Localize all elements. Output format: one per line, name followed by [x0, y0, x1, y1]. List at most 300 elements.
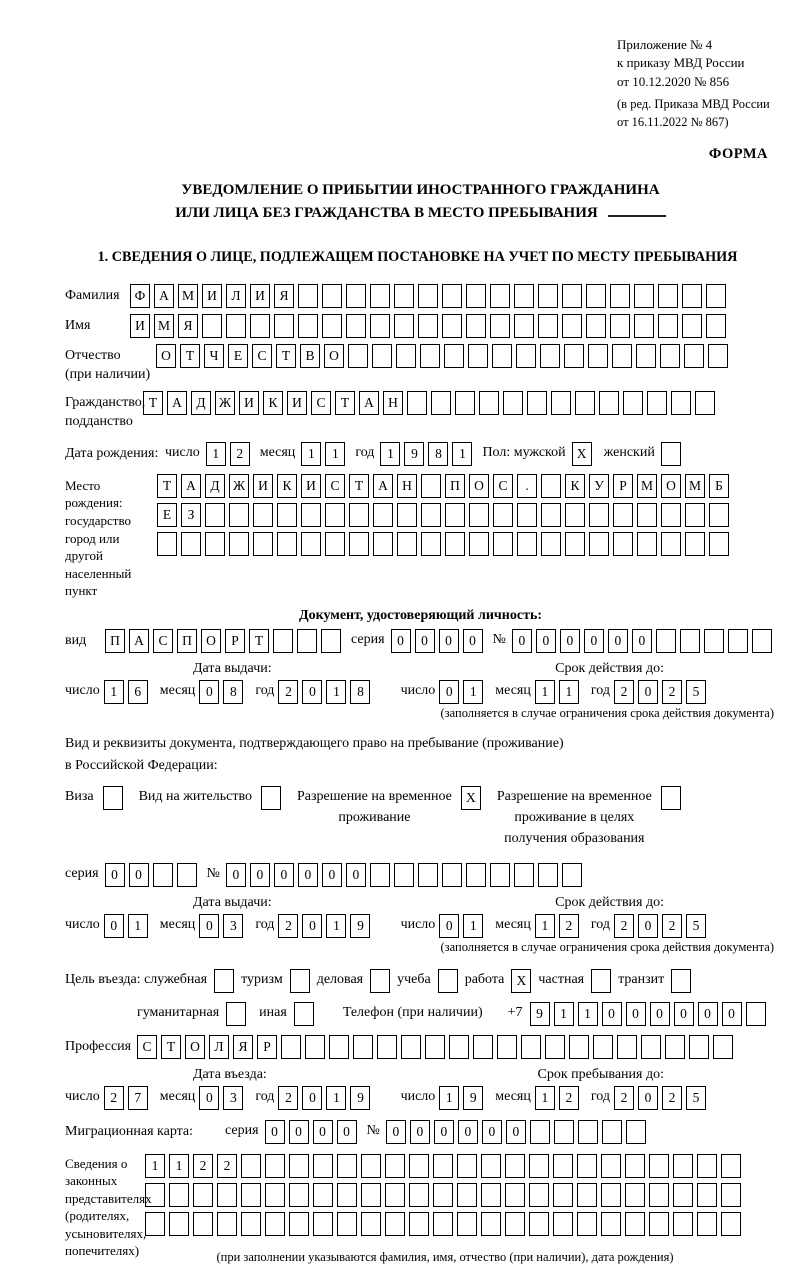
char-cell[interactable]: 1: [325, 442, 345, 466]
char-cell[interactable]: [157, 532, 177, 556]
char-cell[interactable]: 0: [313, 1120, 333, 1144]
char-cell[interactable]: [273, 629, 293, 653]
char-cell[interactable]: А: [359, 391, 379, 415]
char-cell[interactable]: [562, 284, 582, 308]
res-issue-day-cells[interactable]: [104, 914, 152, 938]
char-cell[interactable]: [527, 391, 547, 415]
char-cell[interactable]: 2: [278, 1086, 298, 1110]
profession-cells[interactable]: [137, 1035, 737, 1059]
char-cell[interactable]: [444, 344, 464, 368]
char-cell[interactable]: [505, 1212, 525, 1236]
char-cell[interactable]: [169, 1212, 189, 1236]
char-cell[interactable]: [553, 1212, 573, 1236]
char-cell[interactable]: [442, 314, 462, 338]
res-number-cells[interactable]: [226, 863, 586, 887]
char-cell[interactable]: [322, 314, 342, 338]
res-valid-day-cells[interactable]: [439, 914, 487, 938]
char-cell[interactable]: [545, 1035, 565, 1059]
char-cell[interactable]: [401, 1035, 421, 1059]
visa-checkbox[interactable]: [103, 786, 123, 810]
char-cell[interactable]: 0: [434, 1120, 454, 1144]
char-cell[interactable]: [169, 1183, 189, 1207]
char-cell[interactable]: 1: [326, 680, 346, 704]
char-cell[interactable]: [385, 1183, 405, 1207]
char-cell[interactable]: [626, 1120, 646, 1144]
sex-female-checkbox[interactable]: [661, 442, 681, 466]
char-cell[interactable]: [445, 532, 465, 556]
purpose-transit-checkbox[interactable]: [671, 969, 691, 993]
char-cell[interactable]: [433, 1212, 453, 1236]
id-valid-year-cells[interactable]: [614, 680, 710, 704]
char-cell[interactable]: [457, 1212, 477, 1236]
char-cell[interactable]: [193, 1183, 213, 1207]
char-cell[interactable]: М: [685, 474, 705, 498]
char-cell[interactable]: И: [202, 284, 222, 308]
char-cell[interactable]: [281, 1035, 301, 1059]
char-cell[interactable]: [661, 532, 681, 556]
char-cell[interactable]: [752, 629, 772, 653]
char-cell[interactable]: [455, 391, 475, 415]
id-valid-month-cells[interactable]: [535, 680, 583, 704]
char-cell[interactable]: [377, 1035, 397, 1059]
char-cell[interactable]: М: [178, 284, 198, 308]
given-name-cells[interactable]: [130, 314, 730, 338]
char-cell[interactable]: [601, 1183, 621, 1207]
char-cell[interactable]: 1: [439, 1086, 459, 1110]
char-cell[interactable]: Ф: [130, 284, 150, 308]
char-cell[interactable]: [578, 1120, 598, 1144]
char-cell[interactable]: [613, 532, 633, 556]
char-cell[interactable]: 0: [199, 680, 219, 704]
char-cell[interactable]: [425, 1035, 445, 1059]
char-cell[interactable]: 2: [559, 1086, 579, 1110]
char-cell[interactable]: Т: [157, 474, 177, 498]
char-cell[interactable]: С: [252, 344, 272, 368]
char-cell[interactable]: [493, 503, 513, 527]
temp-residence-edu-checkbox[interactable]: [661, 786, 681, 810]
char-cell[interactable]: Ж: [215, 391, 235, 415]
char-cell[interactable]: [577, 1154, 597, 1178]
char-cell[interactable]: [746, 1002, 766, 1026]
char-cell[interactable]: [348, 344, 368, 368]
char-cell[interactable]: [602, 1120, 622, 1144]
char-cell[interactable]: 9: [404, 442, 424, 466]
char-cell[interactable]: [297, 629, 317, 653]
char-cell[interactable]: [721, 1183, 741, 1207]
char-cell[interactable]: 2: [662, 914, 682, 938]
char-cell[interactable]: И: [239, 391, 259, 415]
char-cell[interactable]: [253, 532, 273, 556]
res-valid-month-cells[interactable]: [535, 914, 583, 938]
char-cell[interactable]: [671, 391, 691, 415]
char-cell[interactable]: С: [311, 391, 331, 415]
char-cell[interactable]: [673, 1183, 693, 1207]
representatives-row1-cells[interactable]: [145, 1154, 745, 1178]
char-cell[interactable]: 0: [722, 1002, 742, 1026]
char-cell[interactable]: 0: [536, 629, 556, 653]
char-cell[interactable]: [407, 391, 427, 415]
char-cell[interactable]: [289, 1183, 309, 1207]
char-cell[interactable]: [229, 503, 249, 527]
char-cell[interactable]: [505, 1183, 525, 1207]
char-cell[interactable]: [684, 344, 704, 368]
char-cell[interactable]: [145, 1212, 165, 1236]
char-cell[interactable]: 0: [439, 680, 459, 704]
char-cell[interactable]: [325, 532, 345, 556]
char-cell[interactable]: [469, 503, 489, 527]
char-cell[interactable]: О: [469, 474, 489, 498]
char-cell[interactable]: [265, 1154, 285, 1178]
birthplace-row2-cells[interactable]: [157, 503, 733, 527]
char-cell[interactable]: [617, 1035, 637, 1059]
char-cell[interactable]: [298, 284, 318, 308]
char-cell[interactable]: [466, 863, 486, 887]
char-cell[interactable]: [431, 391, 451, 415]
char-cell[interactable]: [588, 344, 608, 368]
char-cell[interactable]: [625, 1183, 645, 1207]
char-cell[interactable]: 1: [463, 914, 483, 938]
char-cell[interactable]: [610, 284, 630, 308]
char-cell[interactable]: Р: [613, 474, 633, 498]
char-cell[interactable]: 5: [686, 1086, 706, 1110]
char-cell[interactable]: Ч: [204, 344, 224, 368]
char-cell[interactable]: [394, 863, 414, 887]
birthplace-row3-cells[interactable]: [157, 532, 733, 556]
birth-year-cells[interactable]: [380, 442, 476, 466]
char-cell[interactable]: [728, 629, 748, 653]
char-cell[interactable]: [250, 314, 270, 338]
char-cell[interactable]: 6: [128, 680, 148, 704]
char-cell[interactable]: 5: [686, 914, 706, 938]
char-cell[interactable]: [697, 1212, 717, 1236]
char-cell[interactable]: [593, 1035, 613, 1059]
char-cell[interactable]: [241, 1183, 261, 1207]
char-cell[interactable]: 3: [223, 1086, 243, 1110]
char-cell[interactable]: [665, 1035, 685, 1059]
char-cell[interactable]: 2: [559, 914, 579, 938]
char-cell[interactable]: [409, 1212, 429, 1236]
char-cell[interactable]: 0: [302, 1086, 322, 1110]
char-cell[interactable]: 1: [104, 680, 124, 704]
char-cell[interactable]: [298, 314, 318, 338]
char-cell[interactable]: [153, 863, 173, 887]
char-cell[interactable]: [490, 314, 510, 338]
char-cell[interactable]: 2: [614, 680, 634, 704]
birth-month-cells[interactable]: [301, 442, 349, 466]
char-cell[interactable]: [361, 1154, 381, 1178]
entry-day-cells[interactable]: [104, 1086, 152, 1110]
char-cell[interactable]: 2: [278, 914, 298, 938]
char-cell[interactable]: Д: [191, 391, 211, 415]
char-cell[interactable]: 9: [350, 914, 370, 938]
char-cell[interactable]: [433, 1183, 453, 1207]
char-cell[interactable]: [625, 1212, 645, 1236]
char-cell[interactable]: О: [661, 474, 681, 498]
char-cell[interactable]: 0: [346, 863, 366, 887]
char-cell[interactable]: [541, 503, 561, 527]
mig-number-cells[interactable]: [386, 1120, 650, 1144]
id-series-cells[interactable]: [391, 629, 487, 653]
char-cell[interactable]: Т: [335, 391, 355, 415]
char-cell[interactable]: 0: [386, 1120, 406, 1144]
char-cell[interactable]: [649, 1154, 669, 1178]
char-cell[interactable]: [569, 1035, 589, 1059]
char-cell[interactable]: 0: [391, 629, 411, 653]
char-cell[interactable]: [673, 1154, 693, 1178]
char-cell[interactable]: И: [301, 474, 321, 498]
char-cell[interactable]: 0: [638, 680, 658, 704]
char-cell[interactable]: Т: [143, 391, 163, 415]
char-cell[interactable]: [473, 1035, 493, 1059]
res-valid-year-cells[interactable]: [614, 914, 710, 938]
char-cell[interactable]: П: [177, 629, 197, 653]
char-cell[interactable]: [704, 629, 724, 653]
char-cell[interactable]: [181, 532, 201, 556]
res-issue-year-cells[interactable]: [278, 914, 374, 938]
char-cell[interactable]: [457, 1183, 477, 1207]
char-cell[interactable]: О: [324, 344, 344, 368]
char-cell[interactable]: 9: [350, 1086, 370, 1110]
char-cell[interactable]: З: [181, 503, 201, 527]
char-cell[interactable]: Д: [205, 474, 225, 498]
stay-month-cells[interactable]: [535, 1086, 583, 1110]
char-cell[interactable]: Б: [709, 474, 729, 498]
char-cell[interactable]: [265, 1183, 285, 1207]
char-cell[interactable]: 1: [301, 442, 321, 466]
char-cell[interactable]: [481, 1183, 501, 1207]
char-cell[interactable]: 0: [322, 863, 342, 887]
char-cell[interactable]: 0: [638, 1086, 658, 1110]
char-cell[interactable]: [637, 503, 657, 527]
char-cell[interactable]: [586, 314, 606, 338]
char-cell[interactable]: Т: [349, 474, 369, 498]
char-cell[interactable]: [721, 1154, 741, 1178]
char-cell[interactable]: 1: [326, 914, 346, 938]
char-cell[interactable]: [697, 1154, 717, 1178]
char-cell[interactable]: [649, 1183, 669, 1207]
char-cell[interactable]: [277, 532, 297, 556]
char-cell[interactable]: [708, 344, 728, 368]
char-cell[interactable]: [385, 1154, 405, 1178]
char-cell[interactable]: 8: [350, 680, 370, 704]
char-cell[interactable]: 2: [614, 1086, 634, 1110]
char-cell[interactable]: М: [154, 314, 174, 338]
char-cell[interactable]: [680, 629, 700, 653]
char-cell[interactable]: [409, 1183, 429, 1207]
char-cell[interactable]: [457, 1154, 477, 1178]
purpose-humanitarian-checkbox[interactable]: [226, 1002, 246, 1026]
char-cell[interactable]: [289, 1154, 309, 1178]
purpose-study-checkbox[interactable]: [438, 969, 458, 993]
char-cell[interactable]: [274, 314, 294, 338]
char-cell[interactable]: Л: [209, 1035, 229, 1059]
char-cell[interactable]: [397, 503, 417, 527]
residence-permit-checkbox[interactable]: [261, 786, 281, 810]
char-cell[interactable]: А: [373, 474, 393, 498]
char-cell[interactable]: [337, 1154, 357, 1178]
char-cell[interactable]: [421, 532, 441, 556]
char-cell[interactable]: А: [181, 474, 201, 498]
char-cell[interactable]: Ж: [229, 474, 249, 498]
char-cell[interactable]: Н: [383, 391, 403, 415]
char-cell[interactable]: Р: [257, 1035, 277, 1059]
char-cell[interactable]: [394, 284, 414, 308]
char-cell[interactable]: 0: [302, 680, 322, 704]
char-cell[interactable]: [697, 1183, 717, 1207]
phone-cells[interactable]: [530, 1002, 770, 1026]
char-cell[interactable]: [517, 532, 537, 556]
char-cell[interactable]: [346, 314, 366, 338]
char-cell[interactable]: [442, 863, 462, 887]
char-cell[interactable]: [562, 314, 582, 338]
char-cell[interactable]: 0: [632, 629, 652, 653]
birthplace-row1-cells[interactable]: [157, 474, 733, 498]
purpose-work-checkbox[interactable]: X: [511, 969, 531, 993]
char-cell[interactable]: [660, 344, 680, 368]
char-cell[interactable]: 1: [128, 914, 148, 938]
char-cell[interactable]: 0: [650, 1002, 670, 1026]
char-cell[interactable]: [361, 1183, 381, 1207]
char-cell[interactable]: 0: [458, 1120, 478, 1144]
char-cell[interactable]: [658, 314, 678, 338]
char-cell[interactable]: [601, 1212, 621, 1236]
char-cell[interactable]: [634, 284, 654, 308]
char-cell[interactable]: 0: [506, 1120, 526, 1144]
char-cell[interactable]: 0: [129, 863, 149, 887]
char-cell[interactable]: П: [105, 629, 125, 653]
char-cell[interactable]: [706, 314, 726, 338]
char-cell[interactable]: [625, 1154, 645, 1178]
char-cell[interactable]: К: [277, 474, 297, 498]
char-cell[interactable]: [205, 503, 225, 527]
char-cell[interactable]: [433, 1154, 453, 1178]
char-cell[interactable]: С: [153, 629, 173, 653]
char-cell[interactable]: [409, 1154, 429, 1178]
id-number-cells[interactable]: [512, 629, 776, 653]
id-issue-year-cells[interactable]: [278, 680, 374, 704]
char-cell[interactable]: С: [493, 474, 513, 498]
citizenship-cells[interactable]: [143, 391, 719, 415]
char-cell[interactable]: .: [517, 474, 537, 498]
char-cell[interactable]: [636, 344, 656, 368]
char-cell[interactable]: А: [154, 284, 174, 308]
char-cell[interactable]: [313, 1212, 333, 1236]
char-cell[interactable]: [577, 1183, 597, 1207]
char-cell[interactable]: [610, 314, 630, 338]
char-cell[interactable]: 1: [554, 1002, 574, 1026]
patronymic-cells[interactable]: [156, 344, 732, 368]
char-cell[interactable]: [538, 863, 558, 887]
char-cell[interactable]: [313, 1154, 333, 1178]
char-cell[interactable]: К: [565, 474, 585, 498]
char-cell[interactable]: [682, 314, 702, 338]
char-cell[interactable]: 2: [662, 1086, 682, 1110]
entry-month-cells[interactable]: [199, 1086, 247, 1110]
char-cell[interactable]: [193, 1212, 213, 1236]
char-cell[interactable]: [656, 629, 676, 653]
char-cell[interactable]: 0: [602, 1002, 622, 1026]
char-cell[interactable]: [373, 503, 393, 527]
id-type-cells[interactable]: [105, 629, 345, 653]
char-cell[interactable]: [445, 503, 465, 527]
char-cell[interactable]: И: [253, 474, 273, 498]
char-cell[interactable]: [370, 863, 390, 887]
char-cell[interactable]: 1: [535, 1086, 555, 1110]
char-cell[interactable]: [685, 532, 705, 556]
char-cell[interactable]: [634, 314, 654, 338]
char-cell[interactable]: П: [445, 474, 465, 498]
char-cell[interactable]: [202, 314, 222, 338]
char-cell[interactable]: [589, 503, 609, 527]
char-cell[interactable]: [226, 314, 246, 338]
char-cell[interactable]: Е: [157, 503, 177, 527]
char-cell[interactable]: С: [325, 474, 345, 498]
char-cell[interactable]: [503, 391, 523, 415]
char-cell[interactable]: О: [185, 1035, 205, 1059]
purpose-tourism-checkbox[interactable]: [290, 969, 310, 993]
char-cell[interactable]: [575, 391, 595, 415]
char-cell[interactable]: 7: [128, 1086, 148, 1110]
purpose-private-checkbox[interactable]: [591, 969, 611, 993]
char-cell[interactable]: [514, 314, 534, 338]
char-cell[interactable]: 0: [463, 629, 483, 653]
char-cell[interactable]: [562, 863, 582, 887]
char-cell[interactable]: [337, 1212, 357, 1236]
char-cell[interactable]: 2: [217, 1154, 237, 1178]
char-cell[interactable]: 0: [250, 863, 270, 887]
char-cell[interactable]: В: [300, 344, 320, 368]
char-cell[interactable]: [599, 391, 619, 415]
char-cell[interactable]: [370, 284, 390, 308]
char-cell[interactable]: И: [130, 314, 150, 338]
char-cell[interactable]: [647, 391, 667, 415]
char-cell[interactable]: С: [137, 1035, 157, 1059]
entry-year-cells[interactable]: [278, 1086, 374, 1110]
char-cell[interactable]: [349, 503, 369, 527]
char-cell[interactable]: [217, 1183, 237, 1207]
char-cell[interactable]: [505, 1154, 525, 1178]
char-cell[interactable]: 1: [559, 680, 579, 704]
char-cell[interactable]: 2: [614, 914, 634, 938]
char-cell[interactable]: [490, 863, 510, 887]
char-cell[interactable]: [541, 532, 561, 556]
char-cell[interactable]: 9: [530, 1002, 550, 1026]
char-cell[interactable]: Я: [178, 314, 198, 338]
char-cell[interactable]: 0: [199, 1086, 219, 1110]
char-cell[interactable]: К: [263, 391, 283, 415]
char-cell[interactable]: [349, 532, 369, 556]
char-cell[interactable]: [265, 1212, 285, 1236]
char-cell[interactable]: [370, 314, 390, 338]
char-cell[interactable]: [418, 314, 438, 338]
char-cell[interactable]: 0: [302, 914, 322, 938]
char-cell[interactable]: [469, 532, 489, 556]
char-cell[interactable]: [289, 1212, 309, 1236]
char-cell[interactable]: [649, 1212, 669, 1236]
char-cell[interactable]: [564, 344, 584, 368]
char-cell[interactable]: [418, 284, 438, 308]
char-cell[interactable]: [541, 474, 561, 498]
char-cell[interactable]: [313, 1183, 333, 1207]
char-cell[interactable]: [553, 1183, 573, 1207]
char-cell[interactable]: 2: [278, 680, 298, 704]
char-cell[interactable]: [373, 532, 393, 556]
char-cell[interactable]: И: [287, 391, 307, 415]
char-cell[interactable]: Т: [276, 344, 296, 368]
char-cell[interactable]: А: [129, 629, 149, 653]
id-issue-day-cells[interactable]: [104, 680, 152, 704]
char-cell[interactable]: 3: [223, 914, 243, 938]
